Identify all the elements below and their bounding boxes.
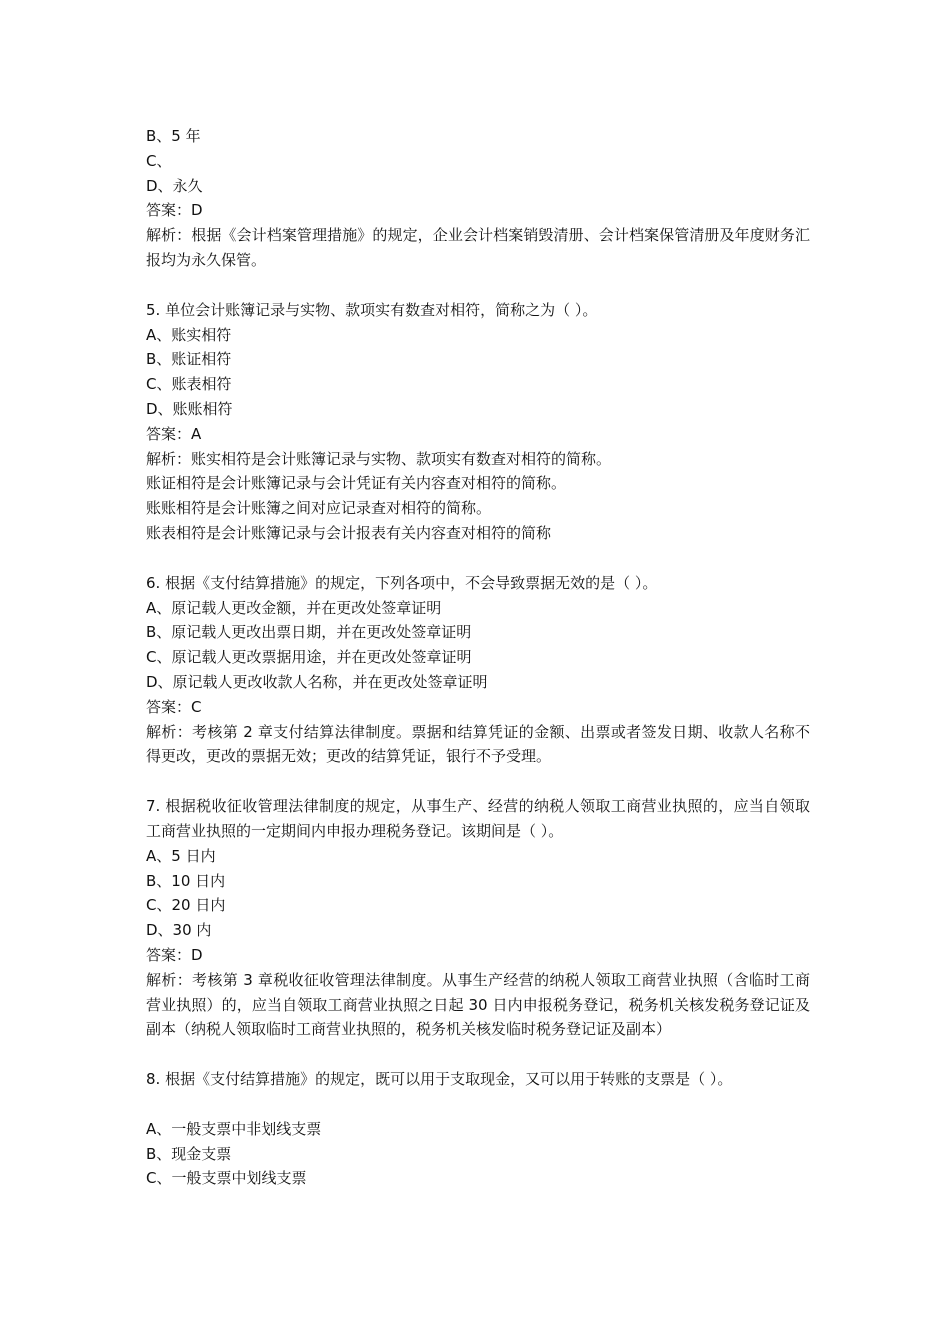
option-c: C、20 日内 (146, 896, 226, 915)
document-page (146, 124, 810, 1191)
option-a: A、原记载人更改金额，并在更改处签章证明 (146, 598, 442, 617)
option-c: C、原记载人更改票据用途，并在更改处签章证明 (146, 648, 472, 667)
answer: 答案：D (146, 945, 203, 964)
question-4-tail (146, 124, 810, 273)
question-7 (146, 794, 810, 1042)
option-b: B、现金支票 (146, 1144, 232, 1163)
option-d: D、原记载人更改收款人名称，并在更改处签章证明 (146, 672, 488, 691)
explanation: 解析：考核第 2 章支付结算法律制度。票据和结算凭证的金额、出票或者签发日期、收款人名称不得更改，更改的票据无效；更改的结算凭证，银行不予受理。 (146, 722, 810, 766)
explanation-line: 解析：账实相符是会计账簿记录与实物、款项实有数查对相符的简称。 (146, 449, 612, 468)
option-d: D、账账相符 (146, 399, 233, 418)
answer: 答案：D (146, 201, 203, 220)
answer: 答案：A (146, 424, 202, 443)
option-c: C、一般支票中划线支票 (146, 1169, 307, 1188)
explanation-line: 账账相符是会计账簿之间对应记录查对相符的简称。 (146, 499, 492, 518)
question-text: 7. 根据税收征收管理法律制度的规定，从事生产、经营的纳税人领取工商营业执照的，应当自领取工商营业执照的一定期间内申报办理税务登记。该期间是（ ）。 (146, 797, 810, 840)
option-a: A、一般支票中非划线支票 (146, 1119, 322, 1138)
option-d: D、永久 (146, 176, 203, 195)
explanation-line: 账表相符是会计账簿记录与会计报表有关内容查对相符的简称 (146, 523, 552, 542)
question-text: 5. 单位会计账簿记录与实物、款项实有数查对相符，简称之为（ ）。 (146, 300, 598, 319)
spacer (146, 1092, 810, 1117)
option-c: C、 (146, 151, 172, 170)
option-d: D、30 内 (146, 921, 212, 940)
option-b: B、原记载人更改出票日期，并在更改处签章证明 (146, 623, 472, 642)
option-c: C、账表相符 (146, 375, 232, 394)
spacer (146, 546, 810, 571)
option-a: A、账实相符 (146, 325, 232, 344)
option-b: B、5 年 (146, 127, 201, 145)
option-b: B、10 日内 (146, 871, 226, 890)
option-b: B、账证相符 (146, 350, 232, 369)
explanation: 解析：根据《会计档案管理措施》的规定，企业会计档案销毁清册、会计档案保管清册及年度财务汇报均为永久保管。 (146, 226, 810, 269)
question-text: 6. 根据《支付结算措施》的规定，下列各项中，不会导致票据无效的是（ ）。 (146, 573, 658, 592)
question-5 (146, 298, 810, 546)
question-text: 8. 根据《支付结算措施》的规定，既可以用于支取现金，又可以用于转账的支票是（ ）。 (146, 1070, 733, 1089)
spacer (146, 273, 810, 298)
answer: 答案：C (146, 697, 202, 716)
spacer (146, 1042, 810, 1067)
question-8 (146, 1067, 810, 1191)
question-6 (146, 571, 810, 769)
option-a: A、5 日内 (146, 846, 216, 865)
spacer (146, 769, 810, 794)
explanation-line: 账证相符是会计账簿记录与会计凭证有关内容查对相符的简称。 (146, 474, 567, 493)
explanation: 解析：考核第 3 章税收征收管理法律制度。从事生产经营的纳税人领取工商营业执照（含临时工商营业执照）的，应当自领取工商营业执照之日起 30 日内申报税务登记，税务机关核发税务登记证及副本（纳税人领取临时工商营业执照的，税务机关核发临时税务登记证及副本） (146, 970, 810, 1039)
